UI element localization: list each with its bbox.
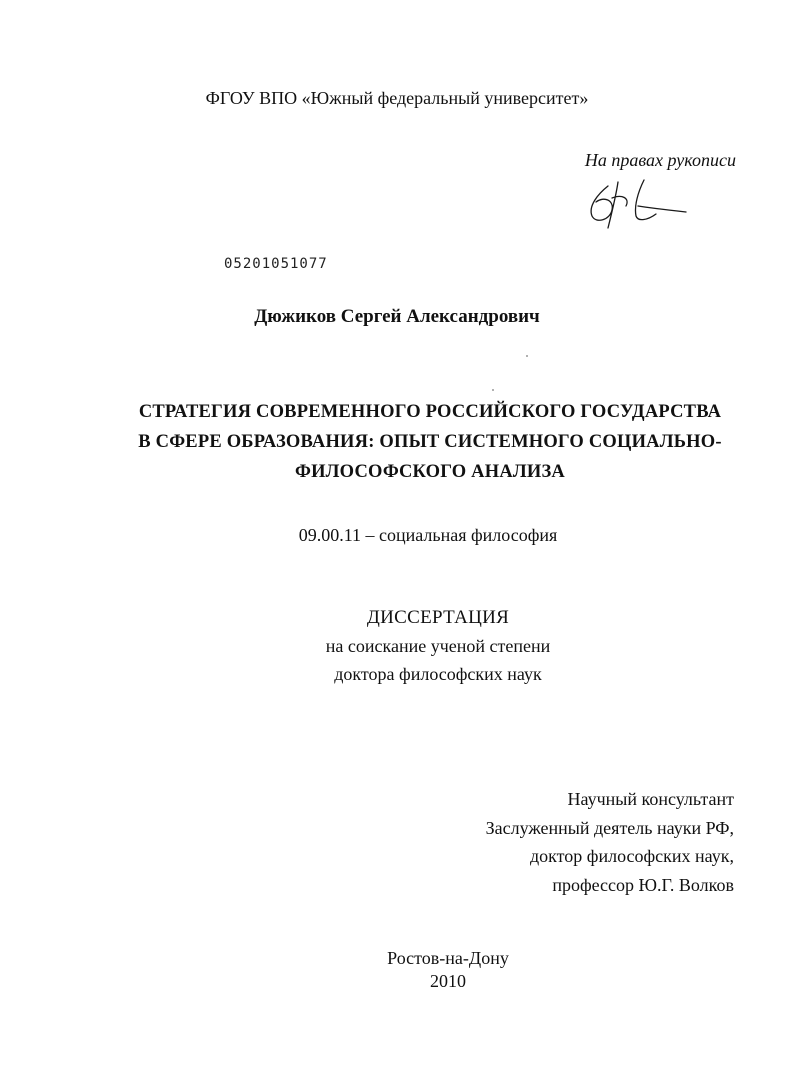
dissertation-type: ДИССЕРТАЦИЯ [366,607,510,628]
consultant-line: Заслуженный деятель науки РФ, [485,817,734,838]
dissertation-degree: доктора философских наук [334,664,542,684]
consultant-line: Научный консультант [567,789,734,809]
specialty-code: 09.00.11 – социальная философия [298,525,558,545]
dissertation-purpose: на соискание ученой степени [325,636,551,656]
year: 2010 [430,971,466,991]
scan-speck [526,355,528,357]
title-line: В СФЕРЕ ОБРАЗОВАНИЯ: ОПЫТ СИСТЕМНОГО СОЦИАЛЬНО- [138,432,722,452]
scientific-consultant-block [486,785,734,899]
place-and-year [0,947,794,993]
dissertation-title [110,397,750,487]
author-name: Дюжиков Сергей Александрович [254,306,540,327]
handwritten-signature [578,176,690,232]
consultant-line: доктор философских наук, [530,846,734,866]
title-line: ФИЛОСОФСКОГО АНАЛИЗА [295,462,565,482]
manuscript-rights-note: На правах рукописи [584,150,736,170]
scan-speck [492,389,494,391]
consultant-line: профессор Ю.Г. Волков [552,874,734,895]
title-line: СТРАТЕГИЯ СОВРЕМЕННОГО РОССИЙСКОГО ГОСУДАРСТВА [138,402,722,422]
dissertation-type-block [0,604,794,688]
city: Ростов-на-Дону [387,948,509,968]
document-code: 05201051077 [224,256,328,272]
institution-name: ФГОУ ВПО «Южный федеральный университет» [205,88,589,108]
